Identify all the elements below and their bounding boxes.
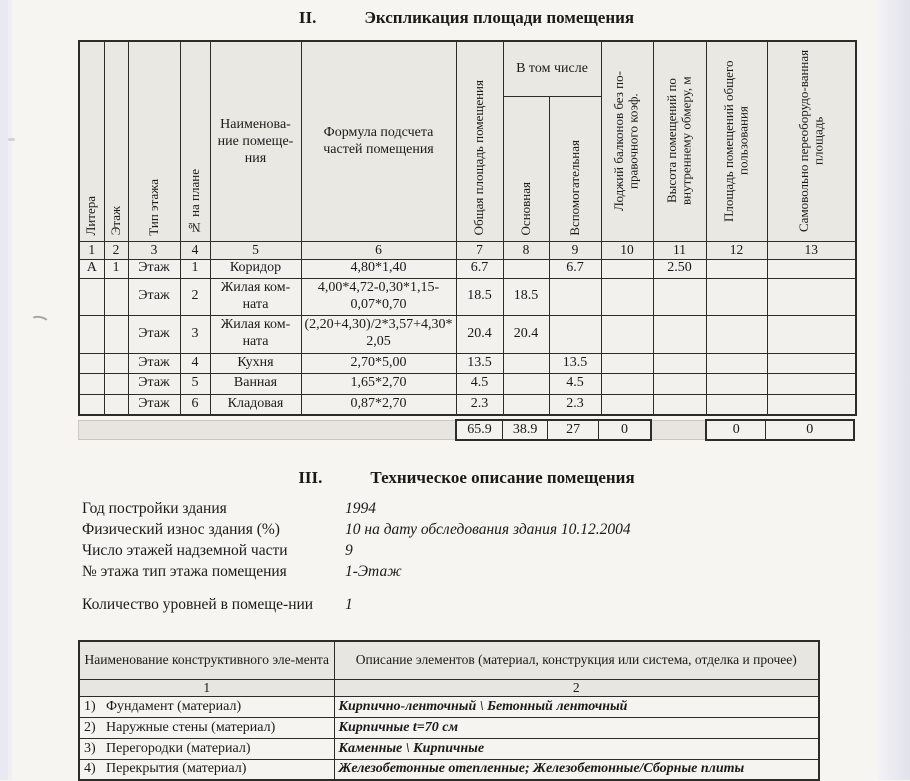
construction-elements-table bbox=[78, 640, 820, 781]
col-header-total-area: Общая площадь помещения bbox=[456, 41, 503, 241]
col-header-balcony: Лоджий балконов без по-правочного коэф. bbox=[601, 41, 653, 241]
cell-litera bbox=[79, 353, 104, 373]
cell-total-area: 18.5 bbox=[456, 278, 503, 315]
cell-total-area: 13.5 bbox=[456, 353, 503, 373]
cell-height bbox=[653, 278, 706, 315]
cell-floor bbox=[104, 353, 128, 373]
cell-common-area bbox=[706, 259, 767, 278]
cell-aux-area: 6.7 bbox=[549, 259, 601, 278]
cell-floor: 1 bbox=[104, 259, 128, 278]
col-number: 4 bbox=[180, 241, 210, 259]
cell-balcony bbox=[601, 353, 653, 373]
cell-unauthorized-area bbox=[767, 373, 856, 394]
cell-litera bbox=[79, 315, 104, 353]
cell-floor bbox=[104, 315, 128, 353]
table-row bbox=[79, 278, 856, 315]
description-label: Год постройки здания bbox=[82, 500, 227, 517]
col-number: 2 bbox=[104, 241, 128, 259]
description-label: Количество уровней в помеще-нии bbox=[82, 595, 314, 613]
col-number: 10 bbox=[601, 241, 653, 259]
col-number: 1 bbox=[79, 679, 334, 696]
col-number: 3 bbox=[128, 241, 180, 259]
description-value: 9 bbox=[345, 542, 353, 559]
cell-litera bbox=[79, 278, 104, 315]
cell-total-area: 20.4 bbox=[456, 315, 503, 353]
section-2-number: II. bbox=[298, 8, 317, 27]
cell-room-name: Кладовая bbox=[210, 394, 301, 415]
list-item bbox=[82, 582, 722, 626]
cell-plan-number: 2 bbox=[180, 278, 210, 315]
cell-common-area bbox=[706, 394, 767, 415]
cell-unauthorized-area bbox=[767, 394, 856, 415]
cell-room-name: Ванная bbox=[210, 373, 301, 394]
table-row bbox=[79, 738, 819, 759]
col-group-including: В том числе bbox=[503, 41, 601, 96]
cell-plan-number: 6 bbox=[180, 394, 210, 415]
col-header-unauthorized-area: Самовольно переоборудо-ванная площадь bbox=[767, 41, 856, 241]
totals-box-areas bbox=[455, 419, 652, 441]
cell-room-name: Жилая ком-ната bbox=[210, 315, 301, 353]
cell-plan-number: 1 bbox=[180, 259, 210, 278]
cell-aux-area: 4.5 bbox=[549, 373, 601, 394]
total-unauthorized-sum: 0 bbox=[806, 422, 814, 437]
cell-unauthorized-area bbox=[767, 278, 856, 315]
col-header-floor: Этаж bbox=[104, 41, 128, 241]
cell-height bbox=[653, 353, 706, 373]
element-number: 1) bbox=[84, 698, 96, 714]
element-description: Кирпично-ленточный \ Бетонный ленточный bbox=[334, 696, 819, 717]
cell-common-area bbox=[706, 278, 767, 315]
cell-unauthorized-area bbox=[767, 353, 856, 373]
cell-main-area bbox=[503, 373, 549, 394]
pen-mark bbox=[29, 314, 50, 328]
cell-main-area bbox=[503, 353, 549, 373]
section-2-heading: Экспликация площади помещения bbox=[364, 8, 635, 27]
table-row bbox=[79, 315, 856, 353]
section-3-heading: Техническое описание помещения bbox=[370, 468, 635, 487]
cell-balcony bbox=[601, 315, 653, 353]
cell-plan-number: 5 bbox=[180, 373, 210, 394]
col-number: 9 bbox=[549, 241, 601, 259]
col-header-aux-area: Вспомогательная bbox=[549, 96, 601, 241]
cell-floor bbox=[104, 394, 128, 415]
col-header-formula: Формула подсчета частей помещения bbox=[301, 41, 456, 241]
col-header-height: Высота помещений по внутреннему обмеру, м bbox=[653, 41, 706, 241]
element-description: Кирпичные t=70 см bbox=[334, 717, 819, 738]
cell-aux-area: 2.3 bbox=[549, 394, 601, 415]
cell-main-area: 18.5 bbox=[503, 278, 549, 315]
explication-table bbox=[78, 40, 857, 416]
scan-left-edge bbox=[0, 0, 8, 780]
cell-aux-area bbox=[549, 315, 601, 353]
section-2-title bbox=[78, 8, 855, 28]
col-number: 7 bbox=[456, 241, 503, 259]
constr-col-header-name: Наименование конструктивного эле-мента bbox=[79, 641, 334, 679]
section-3-number: III. bbox=[298, 468, 323, 487]
cell-common-area bbox=[706, 315, 767, 353]
cell-main-area bbox=[503, 259, 549, 278]
cell-room-name: Жилая ком-ната bbox=[210, 278, 301, 315]
description-value: 1-Этаж bbox=[345, 563, 402, 580]
cell-total-area: 4.5 bbox=[456, 373, 503, 394]
totals-box-common bbox=[705, 419, 855, 441]
table-row bbox=[79, 717, 819, 738]
col-header-main-area: Основная bbox=[503, 96, 549, 241]
cell-main-area bbox=[503, 394, 549, 415]
table-row bbox=[79, 353, 856, 373]
element-number: 4) bbox=[84, 761, 96, 777]
cell-common-area bbox=[706, 373, 767, 394]
cell-floor-type: Этаж bbox=[128, 373, 180, 394]
cell-aux-area bbox=[549, 278, 601, 315]
col-number: 1 bbox=[79, 241, 104, 259]
description-value: 1 bbox=[345, 595, 353, 613]
cell-unauthorized-area bbox=[767, 315, 856, 353]
cell-litera: А bbox=[79, 259, 104, 278]
col-header-floor-type: Тип этажа bbox=[128, 41, 180, 241]
cell-balcony bbox=[601, 373, 653, 394]
total-aux-sum: 27 bbox=[548, 421, 599, 439]
table-row bbox=[79, 696, 819, 717]
description-value: 10 на дату обследования здания 10.12.2004 bbox=[345, 521, 631, 538]
cell-balcony bbox=[601, 278, 653, 315]
element-description: Железобетонные отепленные; Железобетонные/Сборные плиты bbox=[334, 759, 819, 780]
cell-floor-type: Этаж bbox=[128, 259, 180, 278]
cell-plan-number: 4 bbox=[180, 353, 210, 373]
col-header-room-name: Наименова-ние помеще-ния bbox=[210, 41, 301, 241]
cell-common-area bbox=[706, 353, 767, 373]
totals-strip bbox=[78, 419, 855, 441]
cell-formula: 4,00*4,72-0,30*1,15-0,07*0,70 bbox=[301, 278, 456, 315]
cell-height bbox=[653, 315, 706, 353]
element-name: 1) Фундамент (материал) bbox=[79, 696, 334, 717]
col-number: 12 bbox=[706, 241, 767, 259]
description-label: № этажа тип этажа помещения bbox=[82, 563, 287, 580]
scan-left-edge-shade bbox=[8, 0, 12, 780]
table-row bbox=[79, 394, 856, 415]
cell-room-name: Коридор bbox=[210, 259, 301, 278]
cell-height: 2.50 bbox=[653, 259, 706, 278]
col-number: 13 bbox=[767, 241, 856, 259]
description-label: Число этажей надземной части bbox=[82, 542, 288, 559]
element-name: 4) Перекрытия (материал) bbox=[79, 759, 334, 780]
cell-aux-area: 13.5 bbox=[549, 353, 601, 373]
cell-balcony bbox=[601, 394, 653, 415]
cell-formula: 1,65*2,70 bbox=[301, 373, 456, 394]
col-header-common-area: Площадь помещений общего пользования bbox=[706, 41, 767, 241]
element-description: Каменные \ Кирпичные bbox=[334, 738, 819, 759]
cell-height bbox=[653, 373, 706, 394]
technical-description-list bbox=[82, 498, 722, 626]
list-item bbox=[82, 540, 722, 561]
table-row bbox=[79, 259, 856, 278]
element-name: 3) Перегородки (материал) bbox=[79, 738, 334, 759]
cell-floor-type: Этаж bbox=[128, 394, 180, 415]
scan-speck bbox=[8, 138, 15, 141]
cell-formula: (2,20+4,30)/2*3,57+4,30*2,05 bbox=[301, 315, 456, 353]
cell-height bbox=[653, 394, 706, 415]
table-row bbox=[79, 373, 856, 394]
cell-litera bbox=[79, 394, 104, 415]
cell-floor-type: Этаж bbox=[128, 315, 180, 353]
col-number: 2 bbox=[334, 679, 819, 696]
col-number: 6 bbox=[301, 241, 456, 259]
description-label: Физический износ здания (%) bbox=[82, 521, 280, 538]
cell-formula: 4,80*1,40 bbox=[301, 259, 456, 278]
cell-main-area: 20.4 bbox=[503, 315, 549, 353]
cell-formula: 2,70*5,00 bbox=[301, 353, 456, 373]
cell-total-area: 2.3 bbox=[456, 394, 503, 415]
cell-unauthorized-area bbox=[767, 259, 856, 278]
list-item bbox=[82, 498, 722, 519]
col-header-litera: Литера bbox=[79, 41, 104, 241]
scan-right-edge bbox=[878, 0, 910, 780]
element-number: 2) bbox=[84, 719, 96, 735]
cell-room-name: Кухня bbox=[210, 353, 301, 373]
description-value: 1994 bbox=[345, 500, 376, 517]
cell-floor bbox=[104, 278, 128, 315]
element-number: 3) bbox=[84, 740, 96, 756]
constr-col-header-desc: Описание элементов (материал, конструкция или система, отделка и прочее) bbox=[334, 641, 819, 679]
cell-floor bbox=[104, 373, 128, 394]
total-area-sum: 65.9 bbox=[457, 421, 503, 439]
col-number: 8 bbox=[503, 241, 549, 259]
total-balcony-sum: 0 bbox=[621, 422, 629, 437]
cell-floor-type: Этаж bbox=[128, 278, 180, 315]
list-item bbox=[82, 561, 722, 582]
cell-balcony bbox=[601, 259, 653, 278]
total-main-sum: 38.9 bbox=[503, 421, 548, 439]
cell-plan-number: 3 bbox=[180, 315, 210, 353]
column-number-row bbox=[79, 241, 856, 259]
cell-floor-type: Этаж bbox=[128, 353, 180, 373]
col-number: 5 bbox=[210, 241, 301, 259]
cell-litera bbox=[79, 373, 104, 394]
element-name: 2) Наружные стены (материал) bbox=[79, 717, 334, 738]
section-3-title bbox=[78, 468, 855, 488]
total-common-sum: 0 bbox=[707, 421, 766, 439]
cell-total-area: 6.7 bbox=[456, 259, 503, 278]
table-row bbox=[79, 759, 819, 780]
col-header-plan-number: № на плане bbox=[180, 41, 210, 241]
cell-formula: 0,87*2,70 bbox=[301, 394, 456, 415]
col-number: 11 bbox=[653, 241, 706, 259]
list-item bbox=[82, 519, 722, 540]
